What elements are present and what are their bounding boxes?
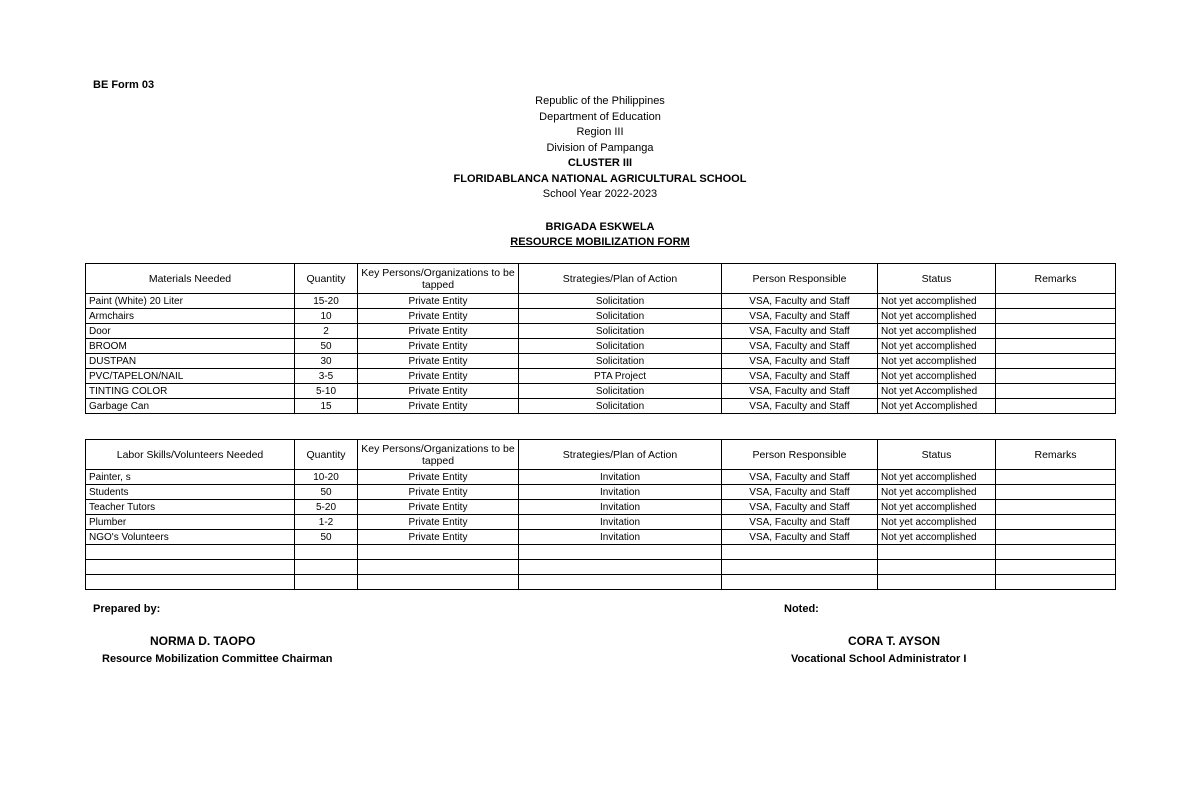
table-row — [86, 575, 1116, 590]
materials-table — [85, 263, 1116, 414]
table-cell: VSA, Faculty and Staff — [722, 500, 878, 515]
table-cell: Private Entity — [358, 530, 519, 545]
table-cell — [878, 545, 996, 560]
header-department: Department of Education — [539, 110, 661, 123]
column-header: Person Responsible — [722, 440, 878, 470]
form-title: RESOURCE MOBILIZATION FORM — [510, 236, 690, 248]
table-cell: Not yet accomplished — [878, 470, 996, 485]
table-cell: VSA, Faculty and Staff — [722, 369, 878, 384]
table-cell: Solicitation — [519, 324, 722, 339]
column-header: Key Persons/Organizations to be tapped — [358, 264, 519, 294]
column-header: Strategies/Plan of Action — [519, 264, 722, 294]
table-cell: VSA, Faculty and Staff — [722, 470, 878, 485]
table-cell — [358, 545, 519, 560]
table-cell: 15-20 — [295, 294, 358, 309]
table-cell: Teacher Tutors — [86, 500, 295, 515]
table-cell — [996, 294, 1116, 309]
column-header: Remarks — [996, 440, 1116, 470]
noted-by-label: Noted: — [784, 603, 819, 615]
table-cell: Not yet accomplished — [878, 500, 996, 515]
table-cell: PVC/TAPELON/NAIL — [86, 369, 295, 384]
header-school-year: School Year 2022-2023 — [542, 188, 658, 200]
table-cell: PTA Project — [519, 369, 722, 384]
program-title: BRIGADA ESKWELA — [545, 221, 655, 233]
column-header: Quantity — [295, 440, 358, 470]
table-cell: VSA, Faculty and Staff — [722, 309, 878, 324]
table-cell: Private Entity — [358, 324, 519, 339]
column-header: Strategies/Plan of Action — [519, 440, 722, 470]
table-cell — [86, 560, 295, 575]
table-cell: 5-10 — [295, 384, 358, 399]
table-cell — [996, 354, 1116, 369]
table-cell — [358, 560, 519, 575]
table-cell: Private Entity — [358, 485, 519, 500]
table-row — [86, 515, 1116, 530]
table-cell — [996, 384, 1116, 399]
table-row — [86, 470, 1116, 485]
table-cell: Not yet accomplished — [878, 309, 996, 324]
noted-by-name: CORA T. AYSON — [848, 634, 941, 648]
table-cell: 2 — [295, 324, 358, 339]
table-row — [86, 339, 1116, 354]
table-cell: 3-5 — [295, 369, 358, 384]
table-cell: VSA, Faculty and Staff — [722, 294, 878, 309]
table-cell — [996, 500, 1116, 515]
column-header: Key Persons/Organizations to be tapped — [358, 440, 519, 470]
table-row — [86, 530, 1116, 545]
table-cell — [295, 545, 358, 560]
table-cell — [358, 575, 519, 590]
table-row — [86, 485, 1116, 500]
table-cell: VSA, Faculty and Staff — [722, 485, 878, 500]
table-cell: Not yet accomplished — [878, 515, 996, 530]
table-cell: Not yet accomplished — [878, 294, 996, 309]
table-cell — [996, 309, 1116, 324]
table-cell: Invitation — [519, 500, 722, 515]
table-cell: Not yet Accomplished — [878, 384, 996, 399]
table-cell: Private Entity — [358, 339, 519, 354]
table-cell: 50 — [295, 485, 358, 500]
table-cell: Private Entity — [358, 354, 519, 369]
table-cell: Private Entity — [358, 309, 519, 324]
table-cell: VSA, Faculty and Staff — [722, 399, 878, 414]
table-cell: Solicitation — [519, 354, 722, 369]
table-cell: NGO's Volunteers — [86, 530, 295, 545]
table-cell: Private Entity — [358, 369, 519, 384]
prepared-by-role: Resource Mobilization Committee Chairman — [102, 653, 333, 665]
table-cell: Not yet Accomplished — [878, 399, 996, 414]
table-cell: Not yet accomplished — [878, 369, 996, 384]
table-cell: Private Entity — [358, 294, 519, 309]
table-cell — [519, 575, 722, 590]
table-row — [86, 309, 1116, 324]
table-header-row — [86, 264, 1116, 294]
table-cell: Garbage Can — [86, 399, 295, 414]
table-cell: 10 — [295, 309, 358, 324]
table-cell: Private Entity — [358, 384, 519, 399]
labor-table — [85, 439, 1116, 590]
table-cell: Not yet accomplished — [878, 485, 996, 500]
table-cell: VSA, Faculty and Staff — [722, 339, 878, 354]
table-cell — [996, 560, 1116, 575]
table-cell: 50 — [295, 530, 358, 545]
table-cell — [295, 560, 358, 575]
table-cell — [996, 575, 1116, 590]
table-row — [86, 294, 1116, 309]
table-cell: Plumber — [86, 515, 295, 530]
table-header-row — [86, 440, 1116, 470]
table-cell: Private Entity — [358, 399, 519, 414]
header-cluster: CLUSTER III — [567, 157, 633, 169]
table-cell: BROOM — [86, 339, 295, 354]
table-cell — [295, 575, 358, 590]
table-row — [86, 500, 1116, 515]
table-cell — [996, 324, 1116, 339]
table-cell: Invitation — [519, 530, 722, 545]
prepared-by-name: NORMA D. TAOPO — [150, 634, 256, 648]
table-cell — [722, 545, 878, 560]
column-header: Status — [878, 440, 996, 470]
table-cell — [878, 575, 996, 590]
table-cell — [519, 560, 722, 575]
document-header — [0, 94, 1200, 203]
table-cell — [722, 575, 878, 590]
table-cell: 10-20 — [295, 470, 358, 485]
header-country: Republic of the Philippines — [535, 95, 665, 107]
table-cell: Paint (White) 20 Liter — [86, 294, 295, 309]
table-cell: Invitation — [519, 470, 722, 485]
table-cell: 30 — [295, 354, 358, 369]
table-cell: Solicitation — [519, 294, 722, 309]
table-row — [86, 369, 1116, 384]
table-cell — [996, 515, 1116, 530]
table-row — [86, 399, 1116, 414]
table-cell: 1-2 — [295, 515, 358, 530]
header-region: Region III — [576, 126, 624, 138]
table-cell: Not yet accomplished — [878, 339, 996, 354]
table-cell: Solicitation — [519, 309, 722, 324]
table-cell: 15 — [295, 399, 358, 414]
table-row — [86, 560, 1116, 575]
column-header: Labor Skills/Volunteers Needed — [86, 440, 295, 470]
table-cell — [996, 339, 1116, 354]
column-header: Person Responsible — [722, 264, 878, 294]
header-school: FLORIDABLANCA NATIONAL AGRICULTURAL SCHOOL — [453, 172, 747, 185]
table-row — [86, 324, 1116, 339]
table-cell: Not yet accomplished — [878, 324, 996, 339]
table-cell: Not yet accomplished — [878, 354, 996, 369]
table-cell: 50 — [295, 339, 358, 354]
column-header: Status — [878, 264, 996, 294]
table-cell: DUSTPAN — [86, 354, 295, 369]
table-cell: VSA, Faculty and Staff — [722, 324, 878, 339]
table-row — [86, 545, 1116, 560]
prepared-by-label: Prepared by: — [93, 603, 161, 615]
table-cell: Private Entity — [358, 470, 519, 485]
table-cell: Armchairs — [86, 309, 295, 324]
table-cell — [996, 530, 1116, 545]
table-cell — [996, 369, 1116, 384]
table-cell: TINTING COLOR — [86, 384, 295, 399]
header-division: Division of Pampanga — [546, 141, 654, 154]
table-cell: Not yet accomplished — [878, 530, 996, 545]
table-cell: Private Entity — [358, 500, 519, 515]
table-row — [86, 384, 1116, 399]
table-cell — [996, 485, 1116, 500]
table-cell: VSA, Faculty and Staff — [722, 530, 878, 545]
table-cell: Solicitation — [519, 384, 722, 399]
table-cell: Solicitation — [519, 339, 722, 354]
table-cell: Private Entity — [358, 515, 519, 530]
table-cell — [996, 470, 1116, 485]
column-header: Materials Needed — [86, 264, 295, 294]
table-cell — [996, 399, 1116, 414]
table-cell: Invitation — [519, 515, 722, 530]
table-cell: Door — [86, 324, 295, 339]
table-cell — [86, 575, 295, 590]
column-header: Remarks — [996, 264, 1116, 294]
column-header: Quantity — [295, 264, 358, 294]
form-titles — [0, 220, 1200, 250]
table-cell: VSA, Faculty and Staff — [722, 515, 878, 530]
table-cell: Students — [86, 485, 295, 500]
table-cell — [878, 560, 996, 575]
form-code: BE Form 03 — [93, 79, 155, 91]
noted-by-role: Vocational School Administrator I — [791, 653, 967, 665]
table-row — [86, 354, 1116, 369]
table-cell: Solicitation — [519, 399, 722, 414]
table-cell: 5-20 — [295, 500, 358, 515]
table-cell — [519, 545, 722, 560]
table-cell: VSA, Faculty and Staff — [722, 354, 878, 369]
table-cell — [86, 545, 295, 560]
table-cell: Invitation — [519, 485, 722, 500]
table-cell — [722, 560, 878, 575]
table-cell: Painter, s — [86, 470, 295, 485]
table-cell — [996, 545, 1116, 560]
table-cell: VSA, Faculty and Staff — [722, 384, 878, 399]
